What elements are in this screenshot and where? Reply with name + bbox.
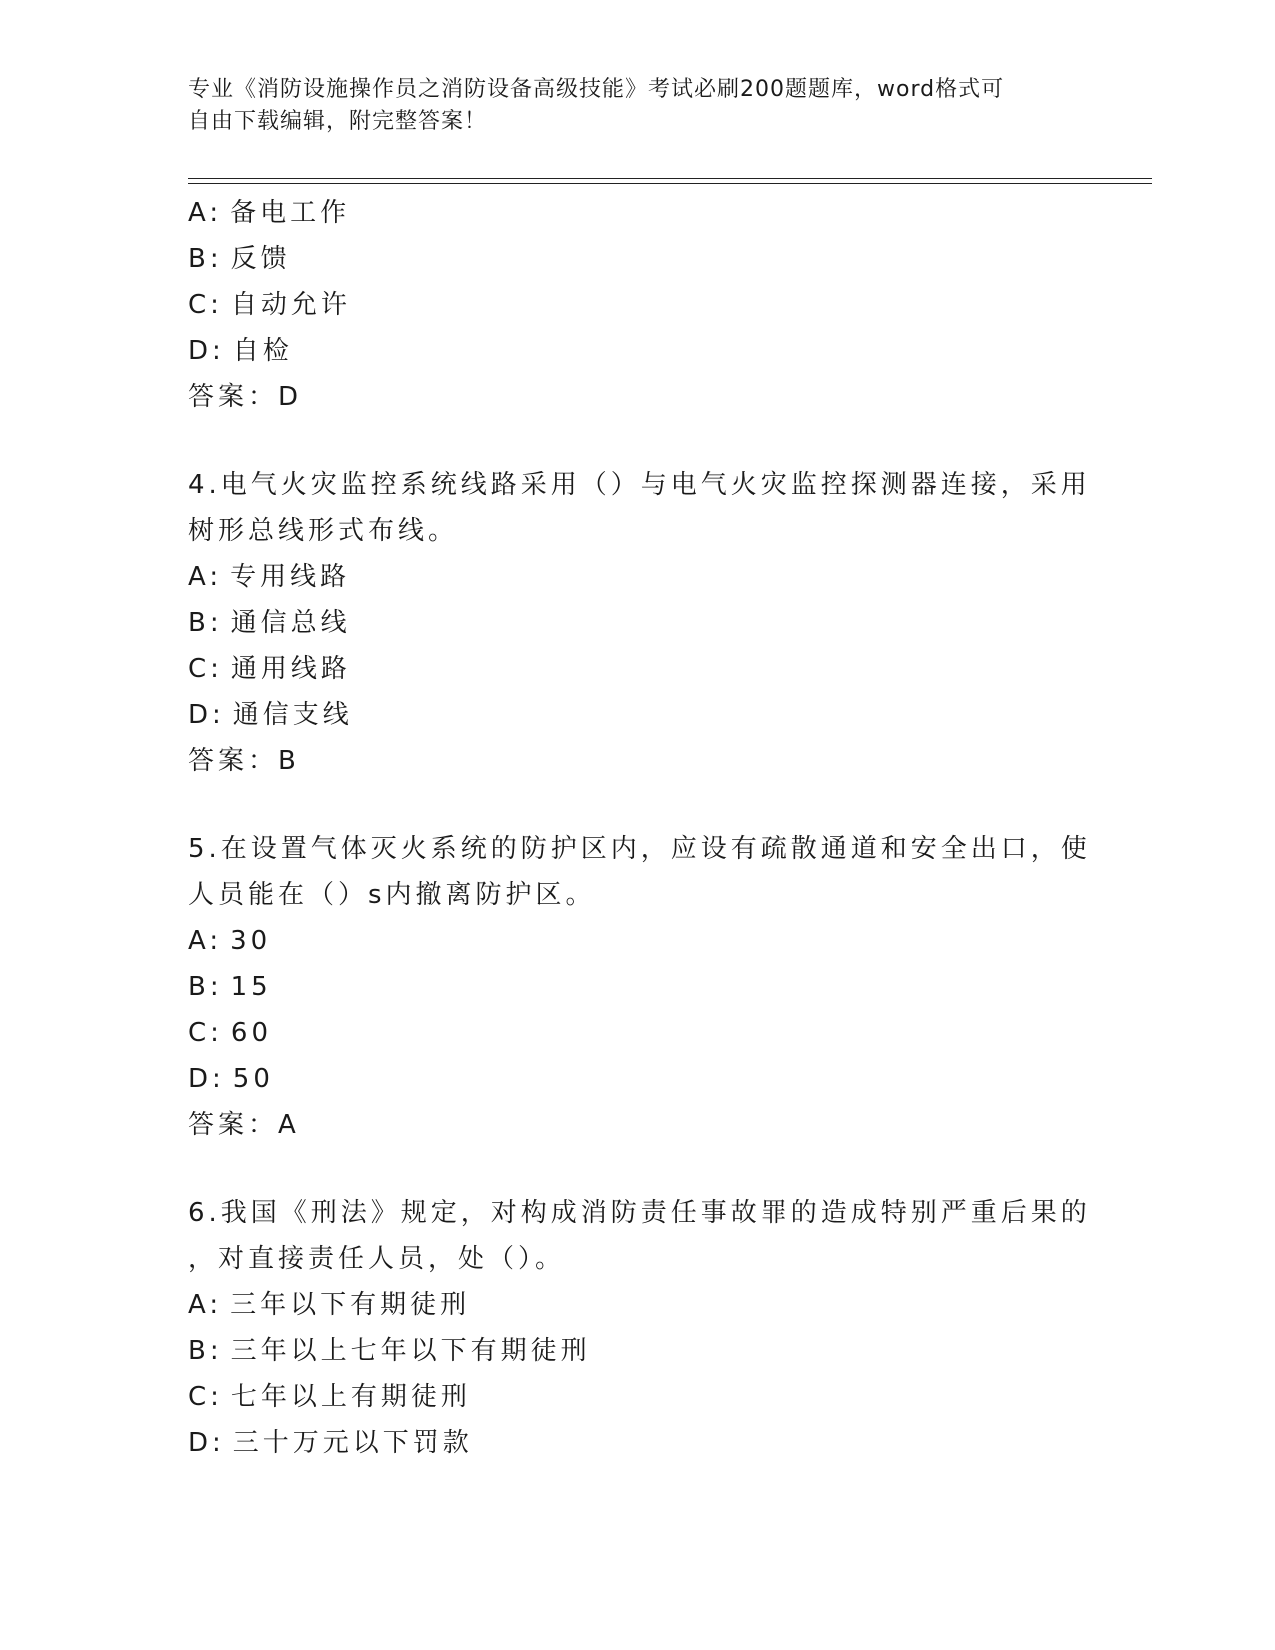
option-a: A: 专用线路 [188,562,351,592]
option-a: A: 三年以下有期徒刑 [188,1290,471,1320]
question-text: 5.在设置气体灭火系统的防护区内，应设有疏散通道和安全出口，使 [188,834,1091,864]
option-d: D: 自检 [188,336,293,366]
question-text: 6.我国《刑法》规定，对构成消防责任事故罪的造成特别严重后果的 [188,1198,1091,1228]
answer-line: 答案：B [188,746,300,776]
header-line-2: 自由下载编辑，附完整答案！ [188,109,488,134]
question-text-continued: 人员能在（）s内撤离防护区。 [188,880,596,910]
option-b: B: 通信总线 [188,608,351,638]
header-line-1: 专业《消防设施操作员之消防设备高级技能》考试必刷200题题库，word格式可 [188,77,1005,102]
option-b: B: 反馈 [188,244,291,274]
header-divider [188,178,1152,179]
option-a: A: 备电工作 [188,198,351,228]
option-b: B: 三年以上七年以下有期徒刑 [188,1336,591,1366]
question-5 [188,826,1091,1148]
question-text-continued: ，对直接责任人员，处（）。 [188,1244,566,1274]
option-d: D: 通信支线 [188,700,353,730]
option-d: D: 50 [188,1064,274,1094]
option-c: C: 七年以上有期徒刑 [188,1382,471,1412]
option-c: C: 自动允许 [188,290,351,320]
answer-line: 答案：D [188,382,303,412]
option-d: D: 三十万元以下罚款 [188,1428,473,1458]
question-text: 4.电气火灾监控系统线路采用（）与电气火灾监控探测器连接，采用 [188,470,1091,500]
option-c: C: 通用线路 [188,654,351,684]
answer-line: 答案：A [188,1110,300,1140]
document-header [188,74,1088,138]
question-6 [188,1190,1091,1466]
question-4 [188,462,1091,784]
option-a: A: 30 [188,926,272,956]
question-text-continued: 树形总线形式布线。 [188,516,459,546]
option-b: B: 15 [188,972,272,1002]
question-list [188,190,1091,1466]
header-divider [188,183,1152,184]
option-c: C: 60 [188,1018,273,1048]
question-3-tail [188,190,1068,420]
